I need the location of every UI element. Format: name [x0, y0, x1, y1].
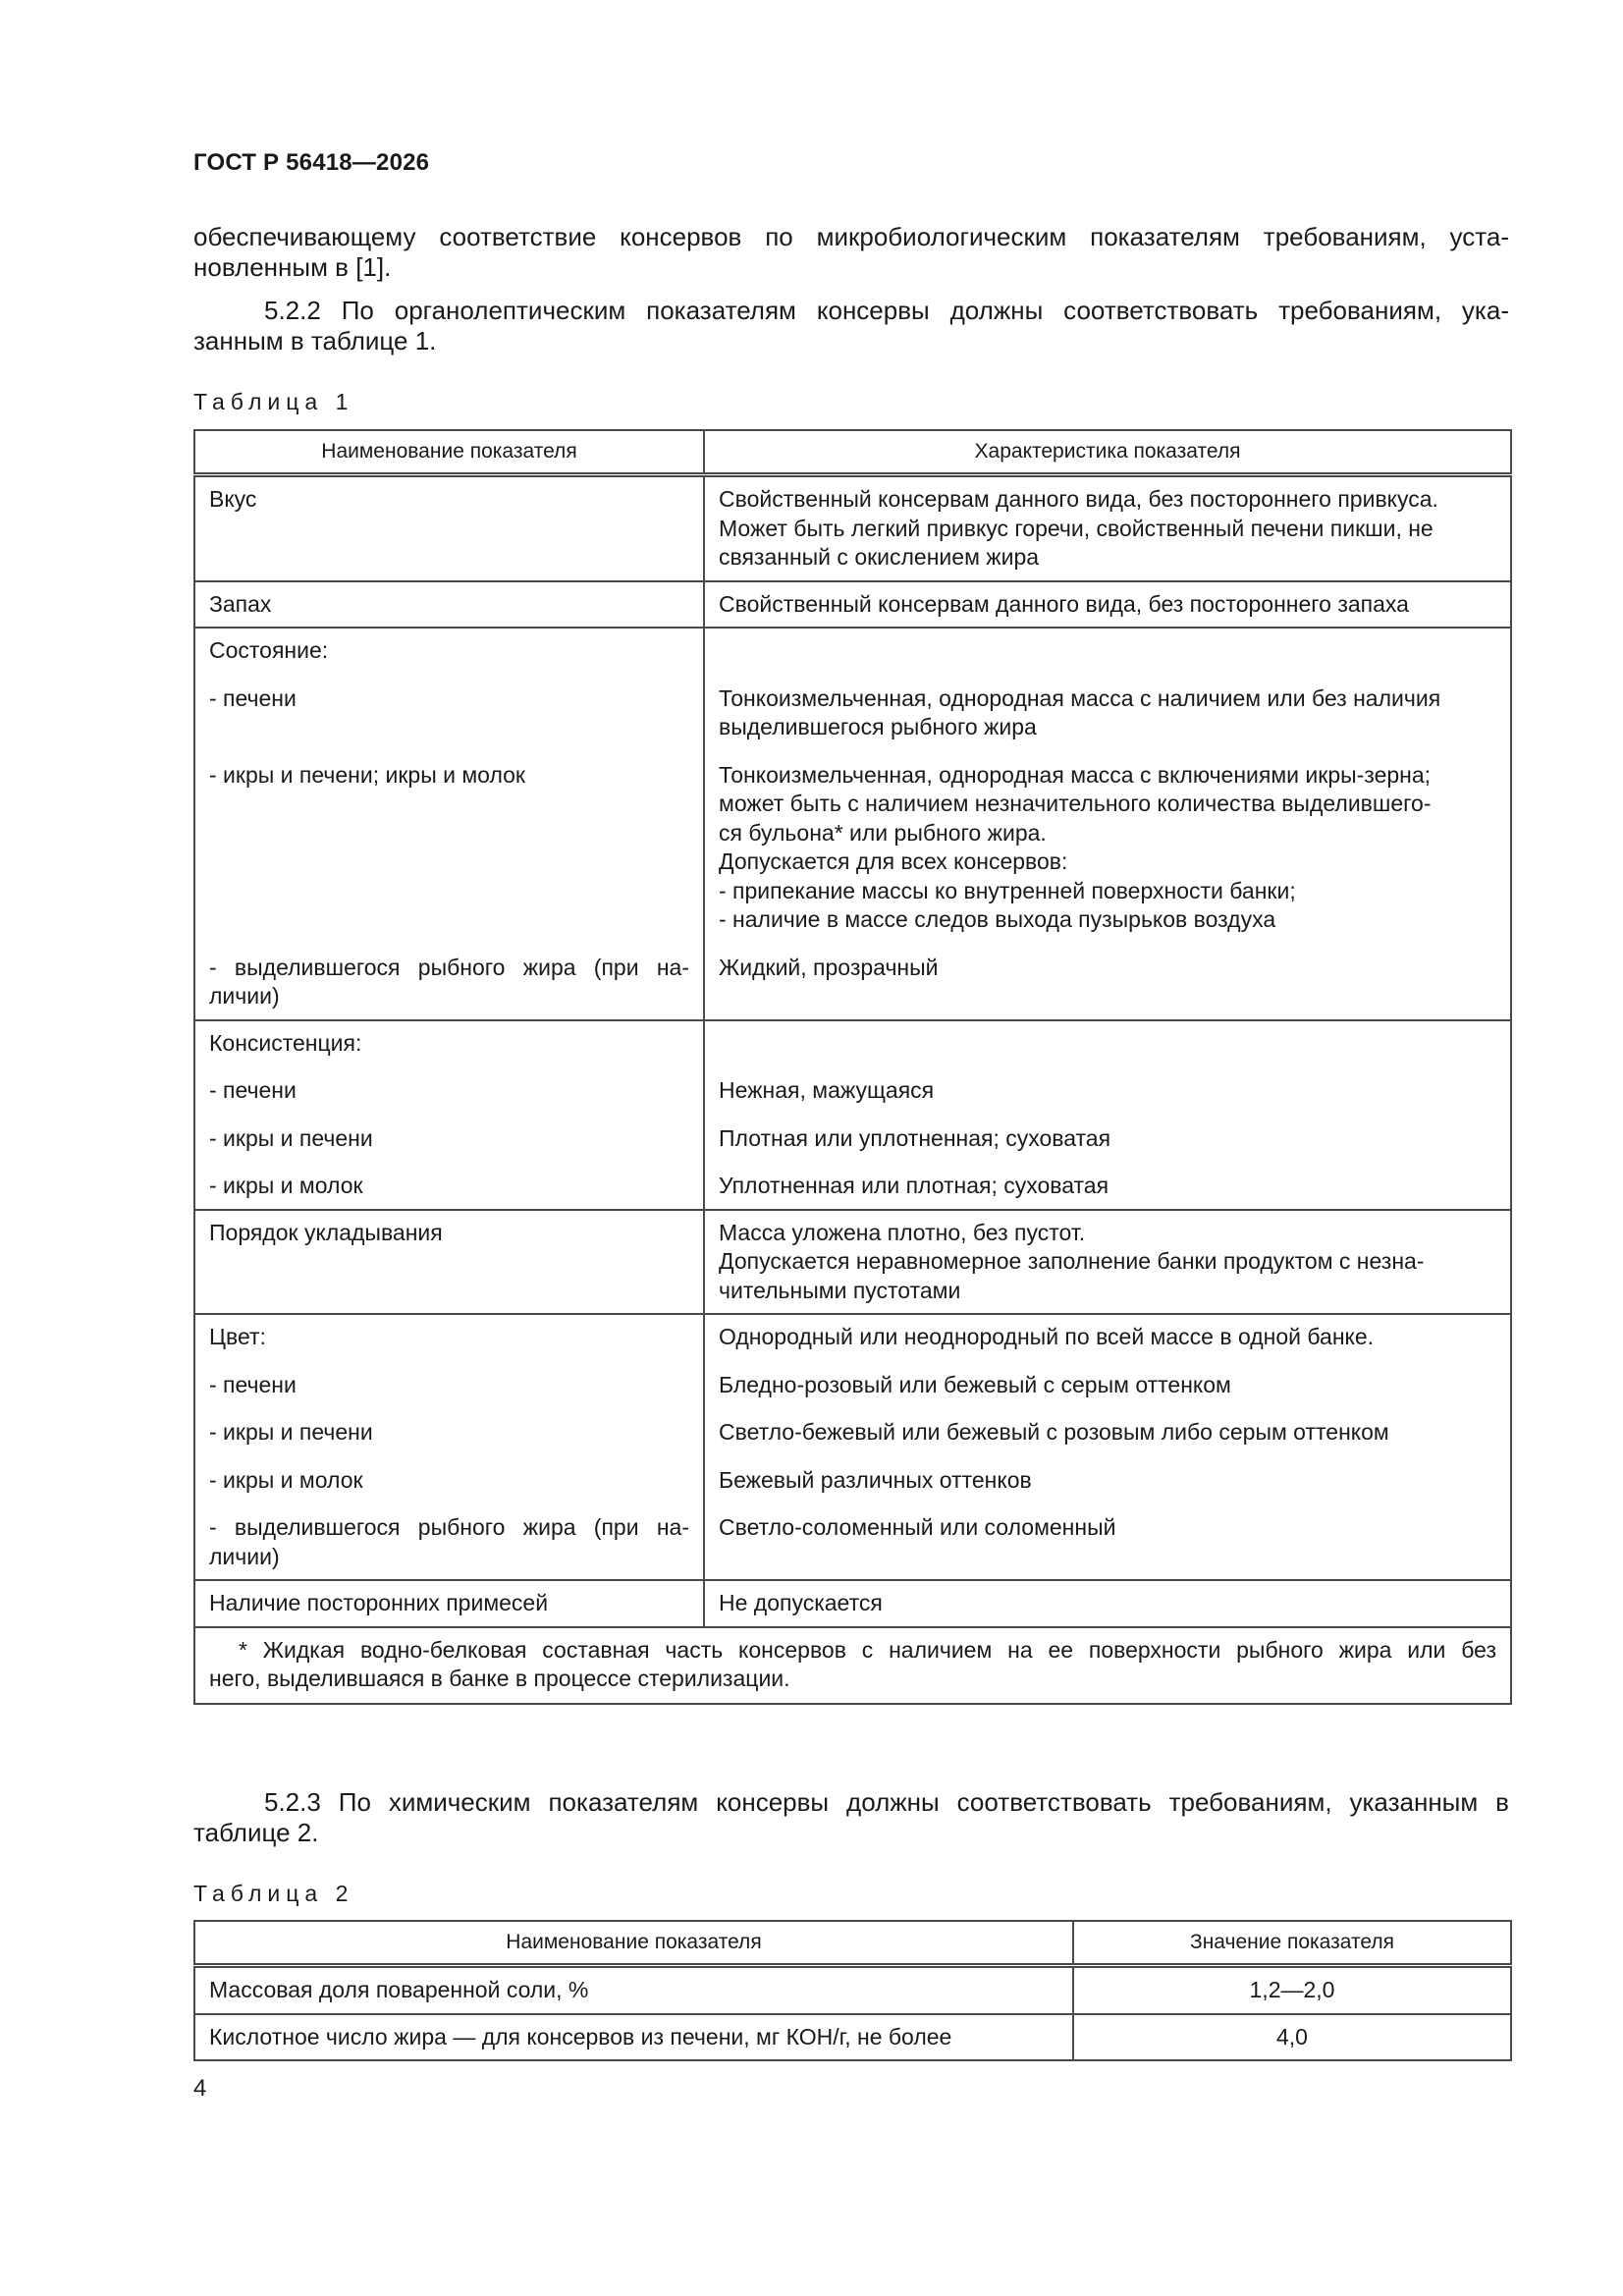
- taste-desc-line: Свойственный консервам данного вида, без постороннего привкуса.: [719, 486, 1438, 512]
- state-liver-desc: Тонкоизмельченная, однородная масса с наличием или без наличия: [719, 684, 1441, 711]
- consistency-liver: - печени: [209, 1077, 297, 1103]
- color-roe-milt-desc: Бежевый различных оттенков: [719, 1466, 1032, 1493]
- color-roe-liver: - икры и печени: [209, 1419, 373, 1445]
- packing-desc-line: Масса уложена плотно, без пустот.: [719, 1219, 1086, 1245]
- table-2: [193, 1920, 1512, 2061]
- table-1-footnote-row: [194, 1627, 1511, 1704]
- consistency-title: Консистенция:: [209, 1029, 362, 1056]
- row-packing-name: Порядок укладывания: [194, 1210, 704, 1315]
- state-roe-desc: - припекание массы ко внутренней поверхности банки;: [719, 877, 1296, 903]
- table-1: [193, 429, 1512, 1705]
- packing-desc-line: Допускается неравномерное заполнение банки продуктом с незна-: [719, 1248, 1425, 1274]
- table-2-header-row: [194, 1921, 1511, 1966]
- table-row: [194, 1314, 1511, 1580]
- row-smell-name: Запах: [194, 581, 704, 629]
- row-state-names: [194, 628, 704, 1020]
- state-fat-desc: Жидкий, прозрачный: [719, 954, 939, 980]
- row-impurities-desc: Не допускается: [704, 1580, 1511, 1627]
- color-liver-desc: Бледно-розовый или бежевый с серым оттенком: [719, 1371, 1231, 1397]
- clause-5-2-3-line-2: таблице 2.: [193, 1818, 319, 1847]
- packing-desc-line: чительными пустотами: [719, 1277, 961, 1303]
- color-fat-line-2: личии): [209, 1543, 280, 1569]
- table-row: [194, 1580, 1511, 1627]
- table-row: [194, 2014, 1511, 2061]
- taste-desc-line: Может быть легкий привкус горечи, свойственный печени пикши, не: [719, 515, 1434, 541]
- table-row: [194, 475, 1511, 581]
- table-row: [194, 581, 1511, 629]
- color-liver: - печени: [209, 1371, 297, 1397]
- consistency-roe-liver-desc: Плотная или уплотненная; суховатая: [719, 1124, 1111, 1151]
- table-row: [194, 1210, 1511, 1315]
- intro-line-2: новленным в [1].: [193, 252, 392, 282]
- intro-line-1: обеспечивающему соответствие консервов по микробиологическим показателям требованиям, уста-: [193, 222, 1509, 251]
- table-2-header-value: Значение показателя: [1073, 1921, 1511, 1966]
- state-liver-desc: выделившегося рыбного жира: [719, 714, 1037, 739]
- table-2-row-value: 1,2—2,0: [1073, 1966, 1511, 2014]
- state-roe: - икры и печени; икры и молок: [209, 761, 525, 788]
- row-color-names: [194, 1314, 704, 1580]
- color-title: Цвет:: [209, 1324, 266, 1349]
- table-1-caption: Таблица 1: [193, 389, 354, 414]
- color-fat-line-1: - выделившегося рыбного жира (при на-: [209, 1514, 689, 1540]
- consistency-roe-milt: - икры и молок: [209, 1173, 363, 1198]
- document-code: ГОСТ Р 56418—2026: [193, 149, 430, 176]
- consistency-liver-desc: Нежная, мажущаяся: [719, 1077, 935, 1103]
- table-row: [194, 628, 1511, 1020]
- taste-desc-line: связанный с окислением жира: [719, 544, 1040, 570]
- row-taste-name: Вкус: [194, 475, 704, 581]
- table-row: [194, 1020, 1511, 1210]
- clause-5-2-3: [193, 1787, 1509, 1848]
- state-roe-desc: Допускается для всех консервов:: [719, 848, 1068, 874]
- color-fat-desc: Светло-соломенный или соломенный: [719, 1514, 1116, 1540]
- table-2-header-name: Наименование показателя: [194, 1921, 1073, 1966]
- clause-5-2-3-line-1: 5.2.3 По химическим показателям консервы должны соответствовать требованиям, указанным в: [264, 1787, 1509, 1817]
- consistency-roe-milt-desc: Уплотненная или плотная; суховатая: [719, 1173, 1109, 1198]
- row-state-desc: [704, 628, 1511, 1020]
- consistency-roe-liver: - икры и печени: [209, 1124, 373, 1151]
- color-roe-liver-desc: Светло-бежевый или бежевый с розовым либо серым оттенком: [719, 1419, 1389, 1445]
- page-number: 4: [193, 2075, 207, 2102]
- table-1-header-row: [194, 430, 1511, 475]
- row-consistency-names: [194, 1020, 704, 1210]
- clause-5-2-2: [193, 296, 1509, 356]
- row-packing-desc: [704, 1210, 1511, 1315]
- state-title: Состояние:: [209, 637, 329, 663]
- footnote-line-2: него, выделившаяся в банке в процессе стерилизации.: [209, 1666, 790, 1691]
- state-roe-desc: Тонкоизмельченная, однородная масса с включениями икры-зерна;: [719, 761, 1432, 788]
- color-roe-milt: - икры и молок: [209, 1466, 363, 1493]
- table-2-row-name: Кислотное число жира — для консервов из печени, мг КОН/г, не более: [194, 2014, 1073, 2061]
- state-liver: - печени: [209, 684, 297, 711]
- state-roe-desc: может быть с наличием незначительного количества выделившего-: [719, 791, 1432, 816]
- row-impurities-name: Наличие посторонних примесей: [194, 1580, 704, 1627]
- clause-5-2-2-line-2: занным в таблице 1.: [193, 326, 437, 355]
- table-2-caption: Таблица 2: [193, 1881, 354, 1906]
- row-taste-desc: [704, 475, 1511, 581]
- table-1-header-characteristic: Характеристика показателя: [704, 430, 1511, 475]
- row-smell-desc: Свойственный консервам данного вида, без постороннего запаха: [704, 581, 1511, 629]
- table-2-row-value: 4,0: [1073, 2014, 1511, 2061]
- table-1-header-name: Наименование показателя: [194, 430, 704, 475]
- intro-paragraph: [193, 222, 1509, 283]
- row-color-desc: [704, 1314, 1511, 1580]
- table-2-row-name: Массовая доля поваренной соли, %: [194, 1966, 1073, 2014]
- table-row: [194, 1966, 1511, 2014]
- footnote-line-1: * Жидкая водно-белковая составная часть консервов с наличием на ее поверхности рыбного жира или без: [239, 1636, 1496, 1663]
- state-fat-line-2: личии): [209, 983, 280, 1009]
- state-roe-desc: - наличие в массе следов выхода пузырьков воздуха: [719, 906, 1276, 932]
- state-fat-line-1: - выделившегося рыбного жира (при на-: [209, 954, 689, 980]
- table-1-footnote: [194, 1627, 1511, 1704]
- color-title-desc: Однородный или неоднородный по всей массе в одной банке.: [719, 1324, 1375, 1349]
- state-roe-desc: ся бульона* или рыбного жира.: [719, 819, 1047, 846]
- clause-5-2-2-line-1: 5.2.2 По органолептическим показателям консервы должны соответствовать требованиям, ука-: [264, 296, 1509, 325]
- row-consistency-desc: [704, 1020, 1511, 1210]
